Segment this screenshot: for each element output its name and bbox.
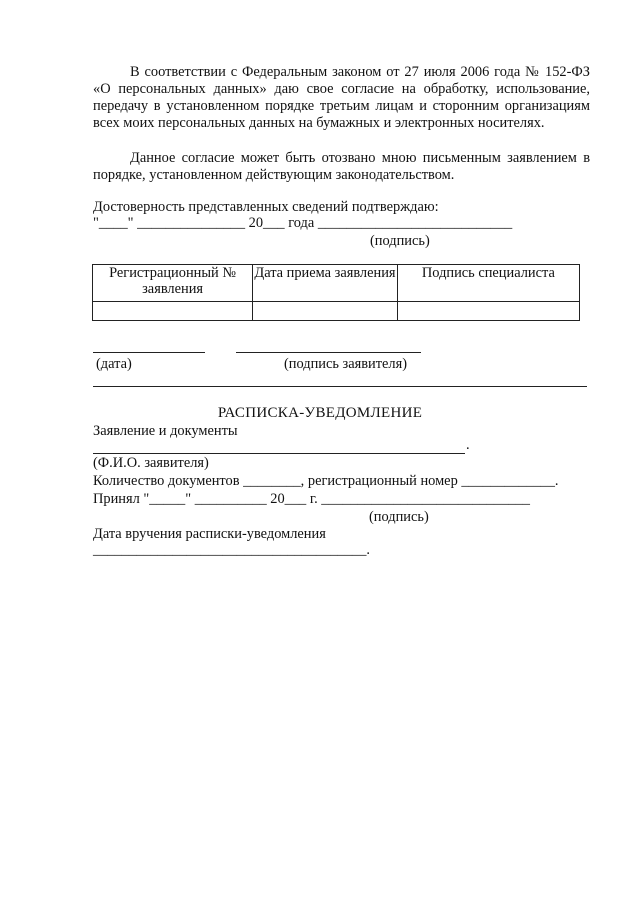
table-header-cell: Подпись специалиста <box>397 265 579 302</box>
receipt-title: РАСПИСКА-УВЕДОМЛЕНИЕ <box>217 405 423 421</box>
section-divider <box>93 386 587 387</box>
consent-paragraph-1: В соответствии с Федеральным законом от 27 июля 2006 года № 152-ФЗ «О персональных данных» даю свое согласие на обработку, использование, передачу в установленном порядке третьим лицам и сторонним организациям всех моих персональных данных на бумажных и электронных носителях. <box>93 64 590 131</box>
receipt-name-caption: (Ф.И.О. заявителя) <box>93 455 209 471</box>
confirmation-label: Достоверность представленных сведений подтверждаю: <box>93 199 439 215</box>
docs-underline <box>93 453 465 454</box>
receipt-accepted-line: Принял "_____" __________ 20___ г. _____________________________ <box>93 491 530 507</box>
table-cell[interactable] <box>253 302 398 321</box>
registration-table <box>92 264 580 321</box>
confirmation-date-line: "____" _______________ 20___ года ___________________________ <box>93 215 513 231</box>
table-cell[interactable] <box>397 302 579 321</box>
receipt-delivery-label: Дата вручения расписки-уведомления <box>93 526 326 542</box>
table-header-cell: Дата приема заявления <box>253 265 398 302</box>
applicant-date-caption: (дата) <box>96 356 132 372</box>
table-header-cell: Регистрационный № заявления <box>93 265 253 302</box>
table-header-row <box>93 265 580 302</box>
confirmation-signature-caption: (подпись) <box>370 233 430 249</box>
consent-paragraph-2: Данное согласие может быть отозвано мною письменным заявлением в порядке, установленном действующим законодательством. <box>93 150 590 183</box>
receipt-count-line: Количество документов ________, регистрационный номер _____________. <box>93 473 559 489</box>
docs-line-end: . <box>466 437 470 453</box>
table-cell[interactable] <box>93 302 253 321</box>
applicant-signature-caption: (подпись заявителя) <box>284 356 408 372</box>
receipt-signature-caption: (подпись) <box>369 509 429 525</box>
receipt-delivery-line: ______________________________________. <box>93 542 371 558</box>
date-underline <box>93 352 205 353</box>
receipt-docs-label: Заявление и документы <box>93 423 238 439</box>
signature-underline <box>236 352 421 353</box>
table-row <box>93 302 580 321</box>
